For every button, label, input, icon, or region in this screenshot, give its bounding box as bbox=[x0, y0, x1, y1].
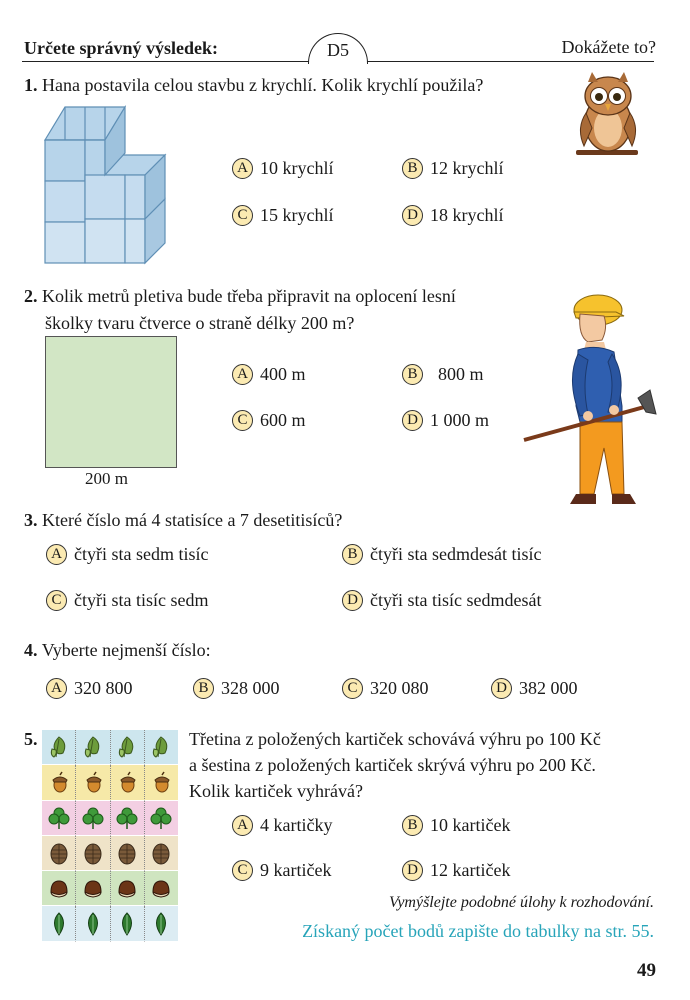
card-row bbox=[42, 836, 178, 871]
clover-icon bbox=[145, 801, 178, 836]
option-text: 12 krychlí bbox=[430, 158, 504, 178]
cone-icon bbox=[145, 836, 178, 871]
option-letter: B bbox=[402, 815, 423, 836]
option-letter: A bbox=[46, 544, 67, 565]
square-side-label: 200 m bbox=[85, 469, 128, 488]
option-text: 15 krychlí bbox=[260, 205, 334, 225]
option-2d[interactable] bbox=[402, 410, 489, 431]
option-text: 4 kartičky bbox=[260, 815, 333, 835]
question-2 bbox=[24, 283, 456, 310]
green-leaf-icon bbox=[76, 906, 110, 941]
question-number: 1. bbox=[24, 75, 38, 95]
card-row bbox=[42, 801, 178, 836]
question-5-number: 5. bbox=[24, 729, 38, 749]
header-right-title: Dokážete to? bbox=[561, 37, 656, 57]
option-5d[interactable] bbox=[402, 860, 510, 881]
option-letter: A bbox=[232, 815, 253, 836]
option-text: čtyři sta tisíc sedmdesát bbox=[370, 590, 542, 610]
option-3c[interactable] bbox=[46, 590, 208, 611]
option-text: 320 080 bbox=[370, 678, 429, 698]
option-4c[interactable] bbox=[342, 678, 429, 699]
option-1d[interactable] bbox=[402, 205, 504, 226]
option-text: 328 000 bbox=[221, 678, 280, 698]
option-5c[interactable] bbox=[232, 860, 331, 881]
cone-icon bbox=[76, 836, 110, 871]
question-4 bbox=[24, 637, 211, 664]
option-text: 382 000 bbox=[519, 678, 578, 698]
clover-icon bbox=[76, 801, 110, 836]
option-letter: C bbox=[46, 590, 67, 611]
question-2-line2: školky tvaru čtverce o straně délky 200 m? bbox=[45, 313, 355, 333]
option-letter: A bbox=[232, 158, 253, 179]
cube-building-figure bbox=[40, 95, 175, 265]
option-text: 9 kartiček bbox=[260, 860, 332, 880]
option-4d[interactable] bbox=[491, 678, 578, 699]
option-letter: A bbox=[46, 678, 67, 699]
option-text: 10 kartiček bbox=[430, 815, 511, 835]
page-number: 49 bbox=[637, 960, 656, 981]
clover-icon bbox=[42, 801, 76, 836]
option-text: 400 m bbox=[260, 364, 306, 384]
option-3b[interactable] bbox=[342, 544, 541, 565]
question-text: Hana postavila celou stavbu z krychlí. Kolik krychlí použila? bbox=[42, 75, 484, 95]
option-text: čtyři sta sedmdesát tisíc bbox=[370, 544, 542, 564]
score-instruction: Získaný počet bodů zapište do tabulky na str. 55. bbox=[302, 921, 654, 941]
option-letter: A bbox=[232, 364, 253, 385]
option-text: 10 krychlí bbox=[260, 158, 334, 178]
option-2b[interactable] bbox=[402, 364, 484, 385]
question-5-line2: a šestina z položených kartiček skrývá výhru po 200 Kč. bbox=[189, 755, 596, 775]
section-badge: D5 bbox=[308, 33, 368, 64]
option-letter: D bbox=[491, 678, 512, 699]
option-2a[interactable] bbox=[232, 364, 306, 385]
lime-leaf-icon bbox=[111, 730, 145, 765]
question-number: 4. bbox=[24, 640, 38, 660]
acorn-icon bbox=[111, 765, 145, 800]
option-text: čtyři sta sedm tisíc bbox=[74, 544, 209, 564]
lime-leaf-icon bbox=[76, 730, 110, 765]
chestnut-icon bbox=[76, 871, 110, 906]
option-text: 12 kartiček bbox=[430, 860, 511, 880]
option-letter: D bbox=[342, 590, 363, 611]
option-text: 18 krychlí bbox=[430, 205, 504, 225]
option-1b[interactable] bbox=[402, 158, 504, 179]
option-text: 1 000 m bbox=[430, 410, 490, 430]
option-4b[interactable] bbox=[193, 678, 280, 699]
option-2c[interactable] bbox=[232, 410, 306, 431]
cone-icon bbox=[42, 836, 76, 871]
question-text: Vyberte nejmenší číslo: bbox=[41, 640, 211, 660]
chestnut-icon bbox=[145, 871, 178, 906]
owl-icon bbox=[568, 68, 648, 163]
acorn-icon bbox=[145, 765, 178, 800]
green-leaf-icon bbox=[111, 906, 145, 941]
option-letter: B bbox=[402, 158, 423, 179]
clover-icon bbox=[111, 801, 145, 836]
question-5-line1: Třetina z položených kartiček schovává výhru po 100 Kč bbox=[189, 729, 601, 749]
chestnut-icon bbox=[111, 871, 145, 906]
option-3a[interactable] bbox=[46, 544, 208, 565]
acorn-icon bbox=[76, 765, 110, 800]
option-letter: D bbox=[402, 860, 423, 881]
option-letter: C bbox=[232, 410, 253, 431]
green-leaf-icon bbox=[145, 906, 178, 941]
card-row bbox=[42, 765, 178, 800]
option-letter: B bbox=[342, 544, 363, 565]
question-text: Kolik metrů pletiva bude třeba připravit na oplocení lesní bbox=[42, 286, 456, 306]
option-letter: B bbox=[193, 678, 214, 699]
forester-icon bbox=[518, 288, 668, 526]
option-3d[interactable] bbox=[342, 590, 541, 611]
hint-note: Vymýšlejte podobné úlohy k rozhodování. bbox=[389, 894, 654, 911]
option-letter: C bbox=[342, 678, 363, 699]
option-letter: D bbox=[402, 410, 423, 431]
option-text: 320 800 bbox=[74, 678, 133, 698]
cone-icon bbox=[111, 836, 145, 871]
card-row bbox=[42, 871, 178, 906]
card-row bbox=[42, 730, 178, 765]
option-letter: B bbox=[402, 364, 423, 385]
chestnut-icon bbox=[42, 871, 76, 906]
acorn-icon bbox=[42, 765, 76, 800]
option-text: 600 m bbox=[260, 410, 306, 430]
option-text: čtyři sta tisíc sedm bbox=[74, 590, 209, 610]
question-text: Které číslo má 4 statisíce a 7 desetitisíců? bbox=[42, 510, 343, 530]
question-3 bbox=[24, 507, 342, 534]
page-instruction: Určete správný výsledek: bbox=[24, 38, 218, 58]
option-1a[interactable] bbox=[232, 158, 334, 179]
option-4a[interactable] bbox=[46, 678, 133, 699]
option-letter: C bbox=[232, 860, 253, 881]
green-leaf-icon bbox=[42, 906, 76, 941]
option-letter: D bbox=[402, 205, 423, 226]
card-grid bbox=[42, 730, 178, 942]
option-5b[interactable] bbox=[402, 815, 510, 836]
forest-nursery-square bbox=[45, 336, 177, 468]
question-number: 2. bbox=[24, 286, 38, 306]
lime-leaf-icon bbox=[42, 730, 76, 765]
card-row bbox=[42, 906, 178, 941]
option-5a[interactable] bbox=[232, 815, 332, 836]
option-1c[interactable] bbox=[232, 205, 334, 226]
option-text: 800 m bbox=[438, 364, 484, 384]
lime-leaf-icon bbox=[145, 730, 178, 765]
option-letter: C bbox=[232, 205, 253, 226]
question-5-line3: Kolik kartiček vyhrává? bbox=[189, 781, 363, 801]
question-number: 3. bbox=[24, 510, 38, 530]
